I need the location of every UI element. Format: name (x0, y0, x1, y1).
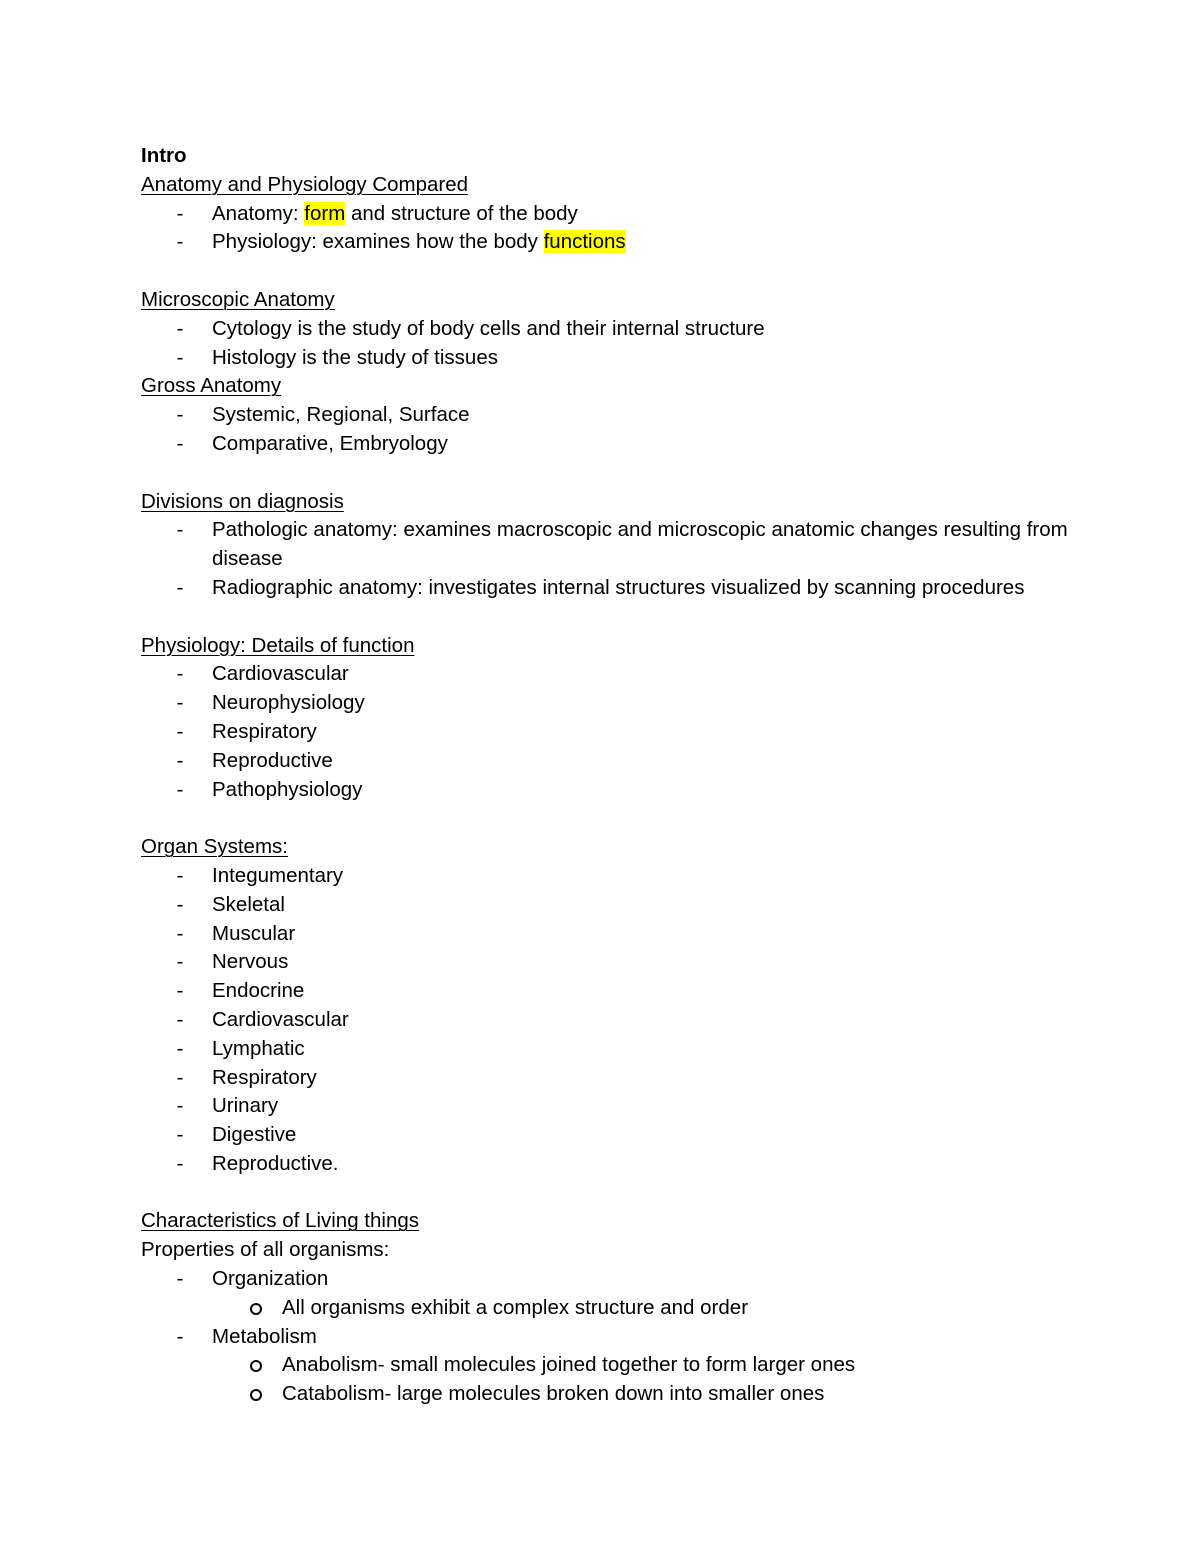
spacer (141, 804, 1101, 833)
subheading-properties: Properties of all organisms: (141, 1238, 390, 1262)
dash-bullet: - (176, 979, 184, 1003)
list-item: - Anatomy: form and structure of the body (141, 200, 1101, 229)
spacer (141, 459, 1101, 488)
list-item: - Organization (141, 1265, 1101, 1294)
list-item: - Comparative, Embryology (141, 430, 1101, 459)
heading-compared: Anatomy and Physiology Compared (141, 172, 469, 196)
list-item: - Pathophysiology (141, 776, 1101, 805)
list-item: - Physiology: examines how the body functions (141, 228, 1101, 257)
dash-bullet: - (176, 892, 184, 916)
list-item: - Reproductive. (141, 1150, 1101, 1179)
dash-bullet: - (176, 230, 184, 254)
sub-list-item: All organisms exhibit a complex structure and order (141, 1294, 1101, 1323)
list-item: - Integumentary (141, 862, 1101, 891)
list-item: - Endocrine (141, 977, 1101, 1006)
highlighted-text: form (304, 201, 346, 225)
sub-list-item: Anabolism- small molecules joined together to form larger ones (141, 1351, 1101, 1380)
dash-bullet: - (176, 1151, 184, 1175)
highlighted-text: functions (543, 230, 626, 254)
list-item: - Radiographic anatomy: investigates internal structures visualized by scanning procedures (141, 574, 1101, 603)
list-item: - Pathologic anatomy: examines macroscopic and microscopic anatomic changes resulting from disease (141, 516, 1101, 574)
list-item: - Respiratory (141, 718, 1101, 747)
dash-bullet: - (176, 662, 184, 686)
circle-bullet-icon (247, 1294, 265, 1324)
spacer (141, 257, 1101, 286)
list-compared (141, 200, 1101, 258)
heading-physiology: Physiology: Details of function (141, 633, 415, 657)
dash-bullet: - (176, 201, 184, 225)
spacer (141, 603, 1101, 632)
list-divisions (141, 516, 1101, 602)
dash-bullet: - (176, 1324, 184, 1348)
dash-bullet: - (176, 1123, 184, 1147)
list-item: - Digestive (141, 1121, 1101, 1150)
dash-bullet: - (176, 777, 184, 801)
list-item: - Nervous (141, 948, 1101, 977)
list-living (141, 1265, 1101, 1409)
list-item: - Reproductive (141, 747, 1101, 776)
dash-bullet: - (176, 719, 184, 743)
dash-bullet: - (176, 950, 184, 974)
list-item: - Histology is the study of tissues (141, 344, 1101, 373)
heading-gross: Gross Anatomy (141, 374, 282, 398)
dash-bullet: - (176, 575, 184, 599)
list-item: - Neurophysiology (141, 689, 1101, 718)
dash-bullet: - (176, 863, 184, 887)
list-item: - Systemic, Regional, Surface (141, 401, 1101, 430)
heading-living: Characteristics of Living things (141, 1209, 420, 1233)
list-item: - Cardiovascular (141, 660, 1101, 689)
dash-bullet: - (176, 1267, 184, 1291)
list-gross (141, 401, 1101, 459)
list-item: - Lymphatic (141, 1035, 1101, 1064)
dash-bullet: - (176, 748, 184, 772)
list-item: - Respiratory (141, 1064, 1101, 1093)
heading-microscopic: Microscopic Anatomy (141, 287, 335, 311)
heading-divisions: Divisions on diagnosis (141, 489, 344, 513)
dash-bullet: - (176, 431, 184, 455)
dash-bullet: - (176, 316, 184, 340)
list-organs (141, 862, 1101, 1179)
list-physiology (141, 660, 1101, 804)
dash-bullet: - (176, 921, 184, 945)
spacer (141, 1179, 1101, 1208)
dash-bullet: - (176, 518, 184, 542)
dash-bullet: - (176, 345, 184, 369)
list-item: - Metabolism (141, 1323, 1101, 1352)
circle-bullet-icon (247, 1380, 265, 1410)
dash-bullet: - (176, 691, 184, 715)
list-item: - Cardiovascular (141, 1006, 1101, 1035)
list-item: - Urinary (141, 1092, 1101, 1121)
list-microscopic (141, 315, 1101, 373)
dash-bullet: - (176, 1036, 184, 1060)
list-item: - Cytology is the study of body cells and their internal structure (141, 315, 1101, 344)
document-body (141, 142, 1101, 1409)
circle-bullet-icon (247, 1351, 265, 1381)
heading-organs: Organ Systems: (141, 835, 288, 859)
dash-bullet: - (176, 1007, 184, 1031)
dash-bullet: - (176, 1065, 184, 1089)
document-title: Intro (141, 144, 187, 167)
dash-bullet: - (176, 1094, 184, 1118)
list-item: - Muscular (141, 920, 1101, 949)
list-item: - Skeletal (141, 891, 1101, 920)
dash-bullet: - (176, 403, 184, 427)
sub-list-item: Catabolism- large molecules broken down into smaller ones (141, 1380, 1101, 1409)
